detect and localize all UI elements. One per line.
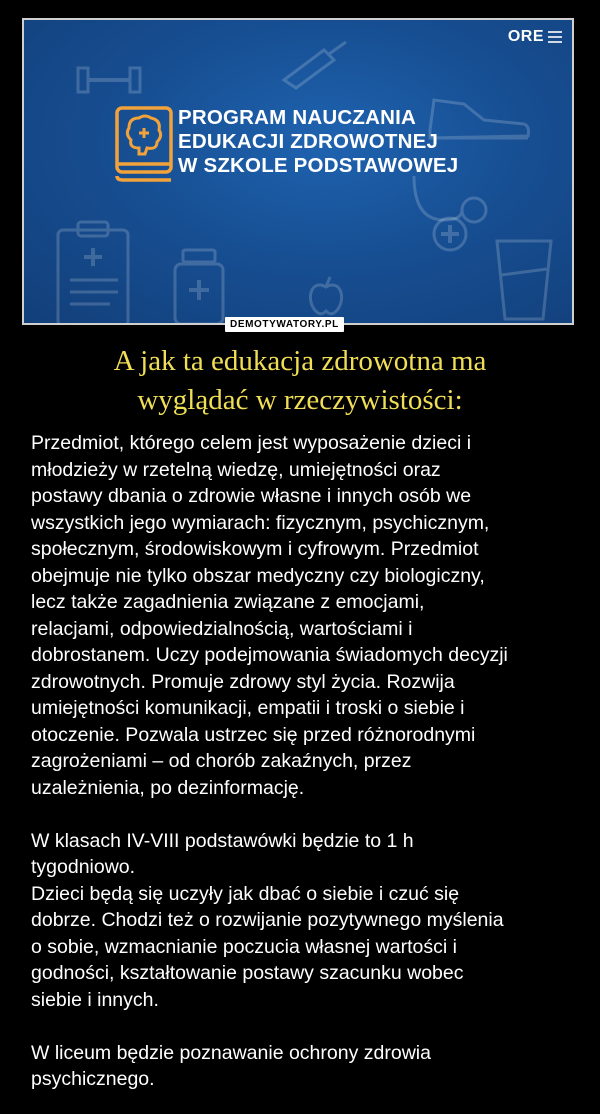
description-text bbox=[31, 430, 579, 1093]
body-line: wszystkich jego wymiarach: fizycznym, psychicznym, bbox=[31, 511, 490, 534]
pill-bottle-icon bbox=[169, 248, 229, 325]
brand-logo bbox=[508, 28, 562, 46]
body-line: uzależnienia, po dezinformację. bbox=[31, 776, 305, 799]
poster-title-line: W SZKOLE PODSTAWOWEJ bbox=[178, 154, 459, 177]
body-line: siebie i innych. bbox=[31, 988, 159, 1011]
body-line: umiejętności komunikacji, empatii i troski o siebie i bbox=[31, 697, 465, 719]
poster-title-line: EDUKACJI ZDROWOTNEJ bbox=[178, 130, 439, 153]
body-line: postawy dbania o zdrowie własne i innych osób we bbox=[31, 485, 472, 507]
syringe-icon bbox=[274, 40, 354, 90]
headline-line: wyglądać w rzeczywistości: bbox=[137, 384, 463, 416]
apple-icon bbox=[304, 275, 348, 319]
poster-image bbox=[24, 20, 572, 323]
body-line: Przedmiot, którego celem jest wyposażenie dzieci i bbox=[31, 432, 472, 454]
body-line: tygodniowo. bbox=[31, 856, 136, 878]
body-line: zdrowotnych. Promuje zdrowy styl życia. Rozwija bbox=[31, 670, 455, 693]
paragraph-gap bbox=[31, 801, 579, 828]
book-brain-icon bbox=[115, 106, 173, 182]
body-line: młodzieży w rzetelną wiedzę, umiejętności oraz bbox=[31, 458, 441, 481]
body-line: otoczenie. Pozwala ustrzec się przed różnorodnymi bbox=[31, 723, 476, 746]
headline bbox=[0, 342, 600, 420]
body-line: obejmuje nie tylko obszar medyczny czy biologiczny, bbox=[31, 564, 485, 587]
poster-frame bbox=[22, 18, 574, 325]
menu-lines-icon bbox=[548, 31, 562, 43]
body-line: społecznym, środowiskowym i cyfrowym. Przedmiot bbox=[31, 538, 479, 560]
glass-icon bbox=[489, 235, 559, 325]
watermark-badge[interactable]: DEMOTYWATORY.PL bbox=[225, 317, 344, 332]
poster-title bbox=[178, 106, 458, 178]
body-line: dobrze. Chodzi też o rozwijanie pozytywnego myślenia bbox=[31, 909, 504, 931]
body-line: dobrostanem. Uczy podejmowania świadomych decyzji bbox=[31, 644, 508, 666]
body-line: W klasach IV-VIII podstawówki będzie to 1 h bbox=[31, 829, 414, 852]
body-line: Dzieci będą się uczyły jak dbać o siebie i czuć się bbox=[31, 882, 460, 905]
headline-line: A jak ta edukacja zdrowotna ma bbox=[113, 345, 487, 377]
dumbbell-icon bbox=[74, 60, 144, 100]
body-line: psychicznego. bbox=[31, 1068, 155, 1090]
body-line: lecz także zagadnienia związane z emocjami, bbox=[31, 591, 425, 613]
clipboard-icon bbox=[54, 220, 134, 325]
body-line: zagrożeniami – od chorób zakaźnych, przez bbox=[31, 750, 412, 772]
body-line: godności, kształtowanie postawy szacunku wobec bbox=[31, 962, 464, 984]
body-line: relacjami, odpowiedzialnością, wartościami i bbox=[31, 617, 413, 640]
body-line: W liceum będzie poznawanie ochrony zdrowia bbox=[31, 1041, 431, 1064]
paragraph-gap bbox=[31, 1013, 579, 1040]
plus-icon bbox=[432, 216, 468, 252]
poster-title-line: PROGRAM NAUCZANIA bbox=[178, 106, 416, 129]
body-line: o sobie, wzmacnianie poczucia własnej wartości i bbox=[31, 935, 457, 958]
brand-text: ORE bbox=[507, 28, 544, 45]
